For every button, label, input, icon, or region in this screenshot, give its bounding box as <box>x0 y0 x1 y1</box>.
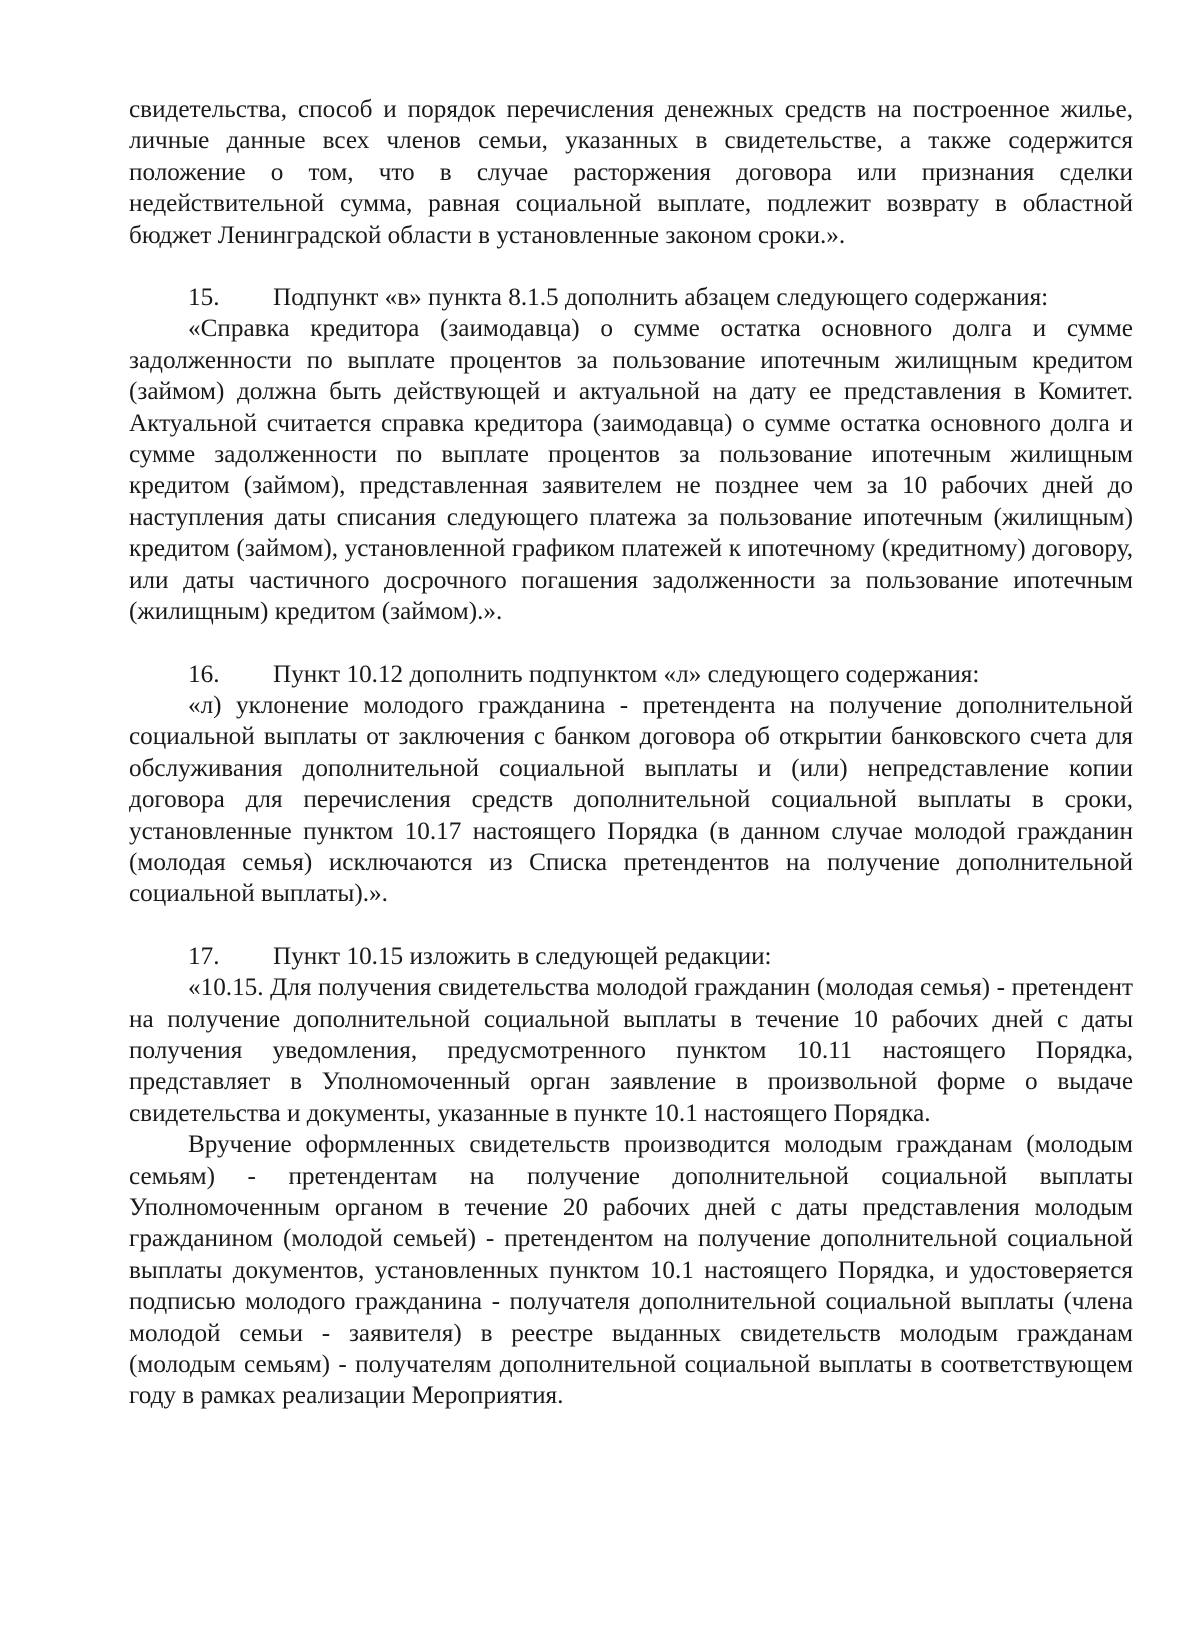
spacer <box>129 628 1133 659</box>
spacer <box>129 251 1133 282</box>
item-heading-text: Пункт 10.15 изложить в следующей редакции: <box>273 942 772 970</box>
item-paragraph: «Справка кредитора (заимодавца) о сумме остатка основного долга и сумме задолженности по выплате процентов за пользование ипотечным жилищным кредитом (займом) должна быть действующей и актуальной на дату ее представления в Комитет. Актуальной считается справка кредитора (заимодавца) о сумме остатка основного долга и сумме задолженности по выплате процентов за пользование ипотечным жилищным кредитом (займом), представленная заявителем не позднее чем за 10 рабочих дней до наступления даты списания следующего платежа за пользование ипотечным (жилищным) кредитом (займом), установленной графиком платежей к ипотечному (кредитному) договору, или даты частичного досрочного погашения задолженности за пользование ипотечным (жилищным) кредитом (займом).». <box>129 315 1133 626</box>
item-16 <box>129 659 1133 910</box>
item-paragraph: Вручение оформленных свидетельств производится молодым гражданам (молодым семьям) - претендентам на получение дополнительной социальной выплаты Уполномоченным органом в течение 20 рабочих дней с даты представления молодым гражданином (молодой семьей) - претендентом на получение дополнительной социальной выплаты документов, установленных пунктом 10.1 настоящего Порядка, и удостоверяется подписью молодого гражданина - получателя дополнительной социальной выплаты (члена молодой семьи - заявителя) в реестре выданных свидетельств молодым гражданам (молодым семьям) - получателям дополнительной социальной выплаты в соответствующем году в рамках реализации Мероприятия. <box>129 1131 1133 1410</box>
item-number: 16. <box>188 660 220 688</box>
item-paragraph: «10.15. Для получения свидетельства молодой гражданин (молодая семья) - претендент на получение дополнительной социальной выплаты в течение 10 рабочих дней с даты получения уведомления, предусмотренного пунктом 10.11 настоящего Порядка, представляет в Уполномоченный орган заявление в произвольной форме о выдаче свидетельства и документы, указанные в пункте 10.1 настоящего Порядка. <box>129 974 1133 1127</box>
item-17 <box>129 941 1133 1412</box>
item-heading <box>129 659 1133 690</box>
spacer <box>129 910 1133 941</box>
item-heading <box>129 282 1133 313</box>
item-number: 17. <box>188 942 220 970</box>
item-paragraph: «л) уклонение молодого гражданина - претендента на получение дополнительной социальной выплаты от заключения с банком договора об открытии банковского счета для обслуживания дополнительной социальной выплаты и (или) непредставление копии договора для перечисления средств дополнительной социальной выплаты в сроки, установленные пунктом 10.17 настоящего Порядка (в данном случае молодой гражданин (молодая семья) исключаются из Списка претендентов на получение дополнительной социальной выплаты).». <box>129 691 1133 908</box>
item-heading-text: Подпункт «в» пункта 8.1.5 дополнить абзацем следующего содержания: <box>273 284 1049 312</box>
item-heading <box>129 941 1133 972</box>
intro-paragraph: свидетельства, способ и порядок перечисления денежных средств на построенное жилье, личные данные всех членов семьи, указанных в свидетельстве, а также содержится положение о том, что в случае расторжения договора или признания сделки недействительной сумма, равная социальной выплате, подлежит возврату в областной бюджет Ленинградской области в установленные законом сроки.». <box>129 96 1133 249</box>
item-number: 15. <box>188 284 220 312</box>
item-heading-text: Пункт 10.12 дополнить подпунктом «л» следующего содержания: <box>273 660 980 688</box>
item-15 <box>129 282 1133 627</box>
